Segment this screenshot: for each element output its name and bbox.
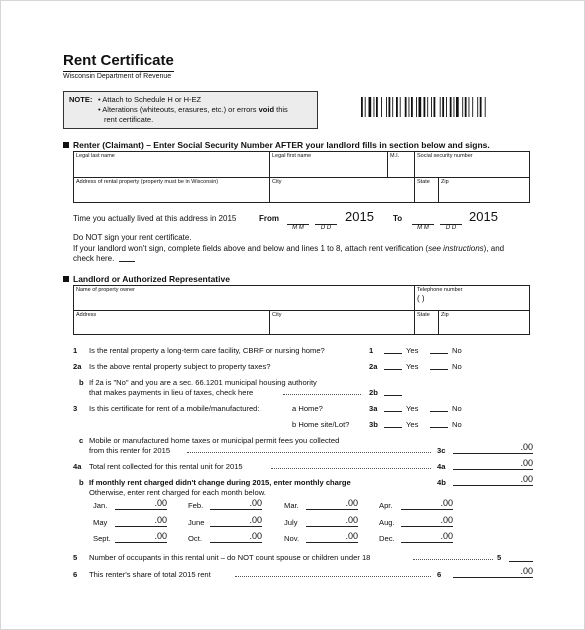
q5-line-number: 5 (497, 553, 502, 562)
month-label: Apr. (379, 501, 393, 510)
month-amount-field[interactable]: .00 (401, 498, 453, 510)
q2a-line-number: 2a (369, 362, 378, 371)
month-label: Dec. (379, 534, 395, 543)
landlord-info-grid (73, 285, 530, 335)
property-owner-name-field[interactable]: Name of property owner (76, 287, 135, 293)
month-label: Nov. (284, 534, 300, 543)
q3b-no-label: No (452, 420, 462, 429)
landlord-zip-field[interactable]: Zip (438, 310, 530, 335)
to-label: To (393, 214, 403, 223)
q5-text: Number of occupants in this rental unit – do NOT count spouse or children under 18 (89, 553, 371, 562)
q1-number: 1 (73, 346, 78, 355)
month-amount-field[interactable]: .00 (210, 515, 262, 527)
month-amount-field[interactable]: .00 (115, 498, 167, 510)
time-lived-text: Time you actually lived at this address in 2015 (73, 214, 237, 223)
q4a-leader-dots (271, 468, 431, 469)
month-amount-field[interactable]: .00 (115, 515, 167, 527)
q4b-line-number: 4b (437, 478, 446, 487)
q4b-text-line2: Otherwise, enter rent charged for each month below. (89, 488, 266, 497)
rental-address-field[interactable]: Address of rental property (property must be in Wisconsin) (74, 177, 269, 203)
q2b-line-number: 2b (369, 388, 378, 397)
q2a-yes-box[interactable] (384, 369, 402, 370)
q6-amount-field[interactable]: .00 (453, 566, 533, 578)
q4a-line-number: 4a (437, 462, 446, 471)
q2a-text: Is the above rental property subject to property taxes? (89, 362, 271, 371)
renter-info-grid (73, 151, 530, 203)
q6-number: 6 (73, 570, 78, 579)
landlord-wont-sign-text: If your landlord won't sign, complete fields above and below and lines 1 to 8, attach rent verification (see instructions), and (73, 244, 505, 253)
renter-zip-field[interactable]: Zip (438, 177, 530, 203)
month-label: Aug. (379, 518, 395, 527)
month-label: June (188, 518, 205, 527)
month-label: Oct. (188, 534, 202, 543)
renter-city-field[interactable]: City (269, 177, 414, 203)
note-label: NOTE: (69, 95, 93, 104)
q1-text: Is the rental property a long-term care facility, CBRF or nursing home? (89, 346, 325, 355)
q5-number: 5 (73, 553, 78, 562)
to-date-field[interactable]: M M D D (412, 219, 464, 231)
q2a-no-box[interactable] (430, 369, 448, 370)
note-line-1: • Attach to Schedule H or H-EZ (98, 95, 202, 104)
note-line-2: • Alterations (whiteouts, erasures, etc.) or errors void this (98, 105, 288, 114)
q5-occupants-field[interactable] (509, 561, 533, 562)
q3a-no-box[interactable] (430, 411, 448, 412)
landlord-section-heading: Landlord or Authorized Representative (63, 274, 230, 284)
q2b-number: b (79, 378, 84, 387)
from-year: 2015 (345, 209, 374, 224)
q3c-amount-field[interactable]: .00 (453, 442, 533, 454)
note-box (63, 91, 318, 129)
q3b-line-number: 3b (369, 420, 378, 429)
q3a-no-label: No (452, 404, 462, 413)
q3b-yes-label: Yes (406, 420, 419, 429)
q3-number: 3 (73, 404, 78, 413)
q3-text: Is this certificate for rent of a mobile/manufactured: (89, 404, 260, 413)
month-label: Mar. (284, 501, 299, 510)
q3b-label: b Home site/Lot? (292, 420, 350, 429)
q3c-text-line2: from this renter for 2015 (89, 446, 171, 455)
q3c-number: c (79, 436, 84, 445)
check-here-box[interactable] (119, 261, 135, 262)
legal-first-name-field[interactable]: Legal first name (269, 152, 387, 177)
month-amount-field[interactable]: .00 (306, 515, 358, 527)
q2a-no-label: No (452, 362, 462, 371)
month-label: Jan. (93, 501, 108, 510)
month-amount-field[interactable]: .00 (306, 498, 358, 510)
q6-line-number: 6 (437, 570, 442, 579)
q4a-text: Total rent collected for this rental unit for 2015 (89, 462, 243, 471)
landlord-state-field[interactable]: State (414, 310, 438, 335)
q3a-yes-label: Yes (406, 404, 419, 413)
month-amount-field[interactable]: .00 (115, 531, 167, 543)
month-amount-field[interactable]: .00 (401, 531, 453, 543)
month-amount-field[interactable]: .00 (210, 498, 262, 510)
landlord-address-field[interactable]: Address (74, 310, 269, 335)
q2a-number: 2a (73, 362, 82, 371)
month-amount-field[interactable]: .00 (210, 531, 262, 543)
q1-no-label: No (452, 346, 462, 355)
q1-yes-label: Yes (406, 346, 419, 355)
form-title: Rent Certificate (63, 52, 174, 72)
from-date-field[interactable]: M M D D (287, 219, 339, 231)
to-year: 2015 (469, 209, 498, 224)
q4a-amount-field[interactable]: .00 (453, 458, 533, 470)
month-amount-field[interactable]: .00 (401, 515, 453, 527)
q6-leader-dots (235, 576, 431, 577)
q3a-label: a Home? (292, 404, 323, 413)
q1-line-number: 1 (369, 346, 374, 355)
ssn-field[interactable]: Social security number (414, 152, 530, 177)
q2b-text-line2: that makes payments in lieu of taxes, check here (89, 388, 254, 397)
month-label: May (93, 518, 108, 527)
q6-text: This renter's share of total 2015 rent (89, 570, 211, 579)
q4b-text-line1: If monthly rent charged didn't change during 2015, enter monthly charge (89, 478, 351, 487)
q3a-line-number: 3a (369, 404, 378, 413)
telephone-field[interactable]: Telephone number ( ) (414, 286, 530, 310)
month-amount-field[interactable]: .00 (306, 531, 358, 543)
q2b-check-box[interactable] (384, 395, 402, 396)
q1-yes-box[interactable] (384, 353, 402, 354)
q3a-yes-box[interactable] (384, 411, 402, 412)
renter-state-field[interactable]: State (414, 177, 438, 203)
q3c-leader-dots (187, 452, 431, 453)
q2b-leader-dots (283, 394, 361, 395)
check-here-text: check here. (73, 254, 115, 263)
month-label: Sept. (93, 534, 111, 543)
do-not-sign-text: Do NOT sign your rent certificate. (73, 233, 192, 242)
from-label: From (259, 214, 279, 223)
q3c-text-line1: Mobile or manufactured home taxes or municipal permit fees you collected (89, 436, 340, 445)
q4b-number: b (79, 478, 84, 487)
note-line-3: rent certificate. (104, 115, 154, 124)
middle-initial-field[interactable]: M.I. (387, 152, 414, 177)
q3c-line-number: 3c (437, 446, 446, 455)
legal-last-name-field[interactable]: Legal last name (76, 153, 115, 159)
month-label: July (284, 518, 298, 527)
q2b-text-line1: If 2a is "No" and you are a sec. 66.1201 municipal housing authority (89, 378, 317, 387)
department-name: Wisconsin Department of Revenue (63, 73, 172, 80)
q4b-amount-field[interactable]: .00 (453, 474, 533, 486)
q5-leader-dots (413, 559, 493, 560)
q2a-yes-label: Yes (406, 362, 419, 371)
q3b-yes-box[interactable] (384, 427, 402, 428)
month-label: Feb. (188, 501, 204, 510)
barcode-image (361, 97, 527, 117)
q3b-no-box[interactable] (430, 427, 448, 428)
landlord-city-field[interactable]: City (269, 310, 414, 335)
q4a-number: 4a (73, 462, 82, 471)
renter-section-heading: Renter (Claimant) – Enter Social Security Number AFTER your landlord fills in section below and signs. (63, 140, 533, 150)
q1-no-box[interactable] (430, 353, 448, 354)
